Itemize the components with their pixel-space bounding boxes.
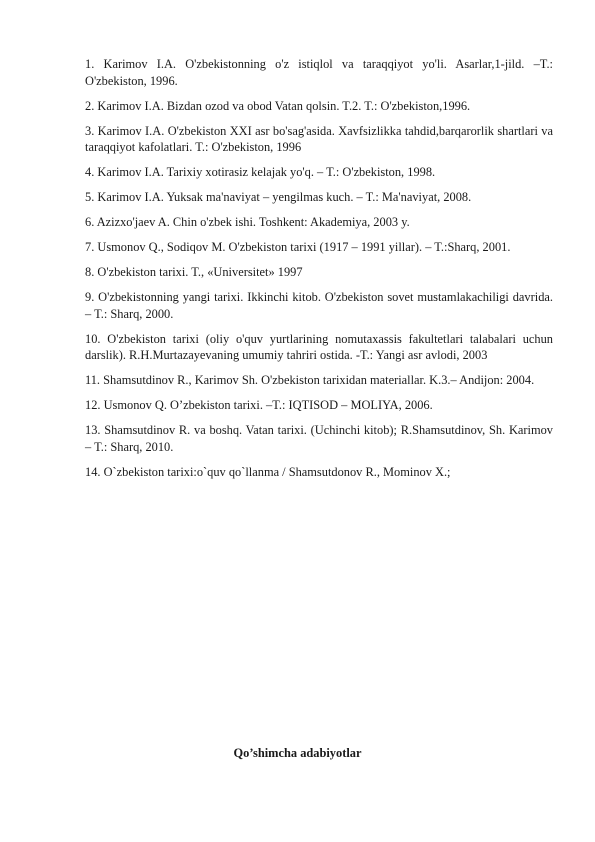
- reference-item: 4. Karimov I.A. Tarixiy xotirasiz kelajak yo'q. – T.: O'zbekiston, 1998.: [85, 165, 436, 180]
- reference-item: 6. Azizxo'jaev A. Chin o'zbek ishi. Toshkent: Akademiya, 2003 y.: [85, 215, 410, 230]
- reference-item: 7. Usmonov Q., Sodiqov M. O'zbekiston tarixi (1917 – 1991 yillar). – T.:Sharq, 2001.: [85, 240, 511, 255]
- reference-item: 2. Karimov I.A. Bizdan ozod va obod Vatan qolsin. T.2. T.: O'zbekiston,1996.: [85, 98, 471, 113]
- reference-item: 14. O`zbekiston tarixi:o`quv qo`llanma / Shamsutdonov R., Mominov X.;: [85, 464, 451, 479]
- reference-item: 12. Usmonov Q. O’zbekiston tarixi. –T.: IQTISOD – MOLIYA, 2006.: [85, 398, 433, 413]
- reference-item: 10. O'zbekiston tarixi (oliy o'quv yurtlarining nomutaxassis fakultetlari talabalari uchun darslik). R.H.Murtazayevaning umumiy tahriri ostida. -T.: Yangi asr avlodi, 2003: [85, 331, 553, 363]
- reference-item: 3. Karimov I.A. O'zbekiston XXI asr bo'sag'asida. Xavfsizlikka tahdid,barqarorlik shartlari va taraqqiyot kafolatlari. T.: O'zbekiston, 1996: [85, 123, 553, 155]
- section-heading: Qo’shimcha adabiyotlar: [233, 746, 362, 760]
- reference-item: 1. Karimov I.A. O'zbekistonning o'z istiqlol va taraqqiyot yo'li. Asarlar,1-jild. –T.: O'zbekiston, 1996.: [85, 57, 553, 88]
- reference-list: [85, 56, 553, 489]
- reference-item: 9. O'zbekistonning yangi tarixi. Ikkinchi kitob. O'zbekiston sovet mustamlakachiligi davrida. – T.: Sharq, 2000.: [85, 290, 553, 321]
- reference-item: 13. Shamsutdinov R. va boshq. Vatan tarixi. (Uchinchi kitob); R.Shamsutdinov, Sh. Karimov – T.: Sharq, 2010.: [85, 423, 553, 454]
- reference-item: 5. Karimov I.A. Yuksak ma'naviyat – yengilmas kuch. – T.: Ma'naviyat, 2008.: [85, 190, 472, 205]
- reference-item: 11. Shamsutdinov R., Karimov Sh. O'zbekiston tarixidan materiallar. K.3.– Andijon: 2004.: [85, 373, 535, 388]
- reference-item: 8. O'zbekiston tarixi. T., «Universitet» 1997: [85, 265, 303, 280]
